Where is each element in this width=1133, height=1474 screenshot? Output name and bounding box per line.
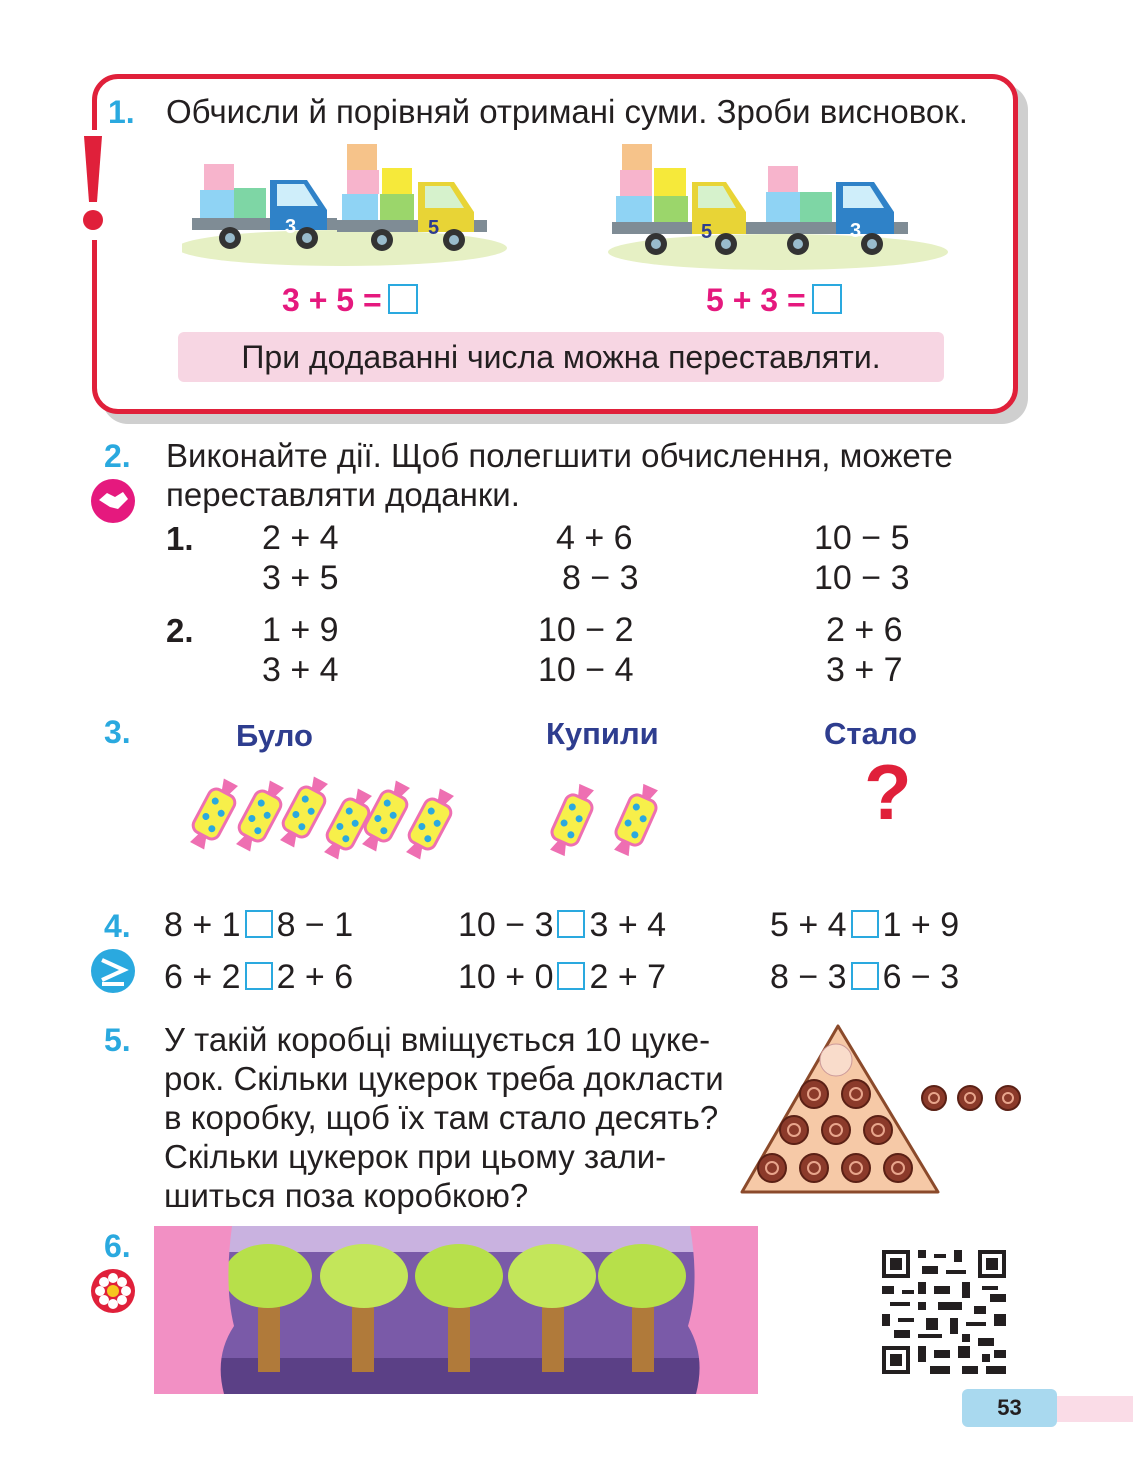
task2-line2: переставляти доданки.: [166, 476, 520, 513]
candy-box-illustration: [738, 1020, 1030, 1200]
expression: 10 − 2: [538, 611, 634, 649]
task4-number: 4.: [104, 908, 131, 944]
answer-box[interactable]: [851, 962, 879, 990]
expression: 3 + 7: [826, 651, 903, 689]
answer-box[interactable]: [557, 962, 585, 990]
expression: 10 − 4: [538, 651, 634, 689]
forest-stage-illustration: [154, 1226, 758, 1394]
task5-line: в коробку, щоб їх там стало десять?: [164, 1099, 719, 1136]
task5-line: У такій коробці вміщується 10 цуке-: [164, 1021, 711, 1058]
task1-number: 1.: [108, 94, 135, 130]
candies-bought-illustration: [536, 770, 676, 870]
expression: 3 + 4: [262, 651, 339, 689]
label-was: Було: [236, 718, 313, 753]
expression: 2 + 6: [826, 611, 903, 649]
comparison-row-2: 6 + 2 2 + 6: [164, 958, 354, 996]
comparison-row-2b: 10 + 0 2 + 7: [458, 958, 667, 996]
compare-icon: [90, 948, 136, 994]
creative-flower-icon: [90, 1268, 136, 1314]
expression-right: [706, 282, 842, 319]
task5-line: рок. Скільки цукерок треба докласти: [164, 1060, 724, 1097]
expression: 2 + 4: [262, 519, 339, 557]
task1-instruction: Обчисли й порівняй отримані суми. Зроби висновок.: [166, 93, 968, 130]
task5-line: Скільки цукерок при цьому зали-: [164, 1138, 667, 1175]
expression: 10 − 5: [814, 519, 910, 557]
task3-number: 3.: [104, 714, 131, 750]
truck-right-label-b: 3: [850, 220, 862, 242]
group1-label: 1.: [166, 520, 194, 557]
comparison-row-2c: 8 − 3 6 − 3: [770, 958, 960, 996]
task2-number: 2.: [104, 438, 131, 474]
answer-box[interactable]: [388, 284, 418, 314]
answer-box[interactable]: [812, 284, 842, 314]
handshake-icon: [90, 478, 136, 524]
expression-left: [282, 282, 418, 319]
task2-line1: Виконайте дії. Щоб полегшити обчислення, можете: [166, 437, 953, 474]
attention-icon: [80, 130, 106, 240]
qr-code[interactable]: [882, 1250, 1006, 1374]
expression: 3 + 5: [262, 559, 339, 597]
trucks-illustration-left: [182, 140, 507, 268]
task5-number: 5.: [104, 1022, 131, 1058]
answer-box[interactable]: [245, 962, 273, 990]
comparison-row-1c: 5 + 4 1 + 9: [770, 906, 960, 944]
expression: 1 + 9: [262, 611, 339, 649]
page-number: 53: [962, 1389, 1057, 1427]
answer-box[interactable]: [851, 910, 879, 938]
rule-banner: При додаванні числа можна переставляти.: [178, 332, 944, 382]
trucks-illustration-right: [608, 140, 953, 272]
expression-left-text: 3 + 5 =: [282, 282, 382, 318]
expression: 8 − 3: [562, 559, 639, 597]
group2-label: 2.: [166, 612, 194, 649]
comparison-row-1b: 10 − 3 3 + 4: [458, 906, 667, 944]
task6-number: 6.: [104, 1228, 131, 1264]
candies-was-illustration: [176, 762, 471, 872]
comparison-row-1: 8 + 1 8 − 1: [164, 906, 354, 944]
task5-line: шиться поза коробкою?: [164, 1177, 529, 1214]
expression: 10 − 3: [814, 559, 910, 597]
expression-right-text: 5 + 3 =: [706, 282, 806, 318]
answer-box[interactable]: [245, 910, 273, 938]
truck-right-label-a: 5: [701, 221, 713, 243]
truck-left-label-b: 5: [428, 217, 440, 239]
label-became: Стало: [824, 716, 918, 751]
label-bought: Купили: [546, 716, 659, 751]
expression: 4 + 6: [556, 519, 633, 557]
truck-left-label-a: 3: [285, 216, 297, 238]
question-mark: ?: [864, 748, 912, 836]
answer-box[interactable]: [557, 910, 585, 938]
